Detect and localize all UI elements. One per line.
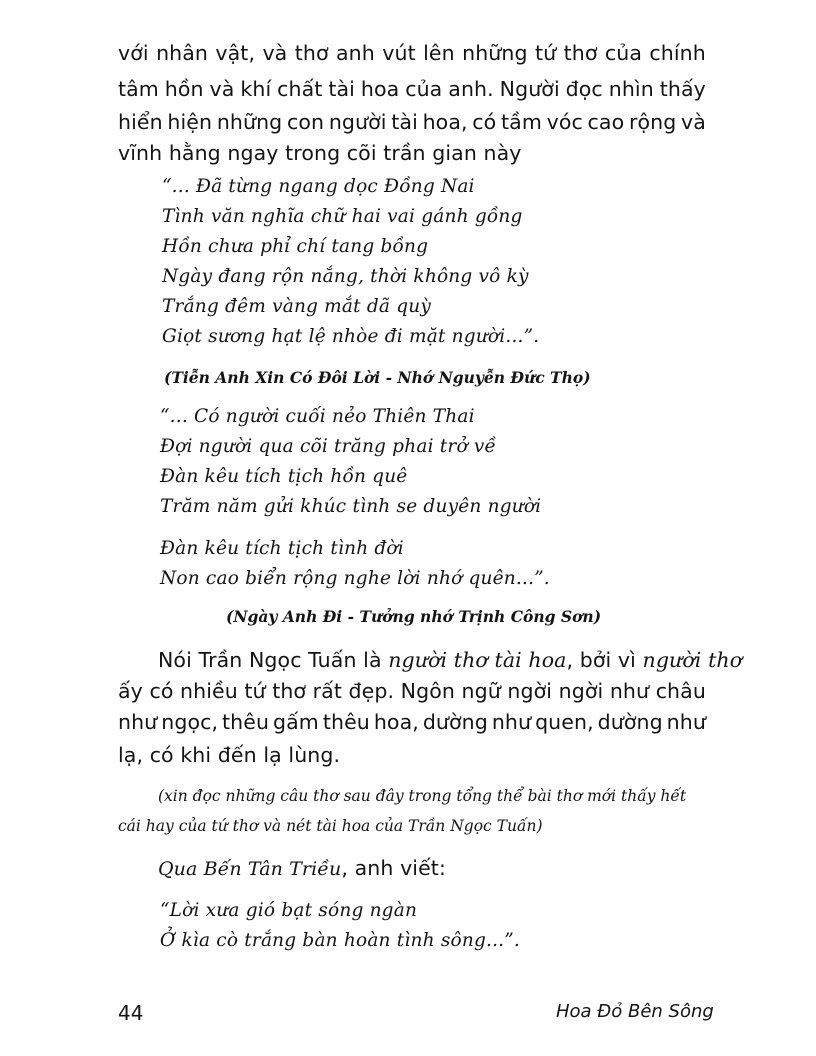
word: hoa <box>360 77 400 101</box>
reading-note-line-1: (xin đọc những câu thơ sau đây trong tổng thể bài thơ mới thấy hết <box>158 787 687 805</box>
paragraph-2-line-2 <box>118 676 706 706</box>
word: của <box>405 77 443 101</box>
poem-2-line: Trăm năm gửi khúc tình se duyên người <box>160 496 542 517</box>
word: vút <box>382 41 416 65</box>
italic-phrase: Qua Bến Tân Triều <box>158 858 342 880</box>
word: lên <box>423 41 455 65</box>
word: khí <box>240 77 272 101</box>
word: ngời <box>507 679 553 703</box>
word: cao <box>587 110 625 134</box>
word: tài <box>328 77 355 101</box>
paragraph-2-line-1 <box>158 645 743 675</box>
word: tài <box>391 110 418 134</box>
word: thơ <box>563 41 598 65</box>
word: tứ <box>244 679 266 703</box>
word: với <box>118 41 149 65</box>
paragraph-2-line-3 <box>118 707 706 737</box>
poem-2-line: “... Có người cuối nẻo Thiên Thai <box>160 406 475 427</box>
word: và <box>681 110 706 134</box>
word: và <box>209 77 235 101</box>
word: rất <box>312 679 342 703</box>
word: nhìn <box>608 77 654 101</box>
word: con <box>287 110 325 134</box>
word: dường <box>422 710 488 734</box>
word: chất <box>277 77 323 101</box>
word: như <box>609 679 650 703</box>
word: thêu <box>222 710 270 734</box>
poem-1-line: Ngày đang rộn nắng, thời không vô kỳ <box>162 266 529 287</box>
word: tứ <box>535 41 557 65</box>
plain-text: , anh viết: <box>341 856 446 880</box>
poem-2-line: Đàn kêu tích tịch hồn quê <box>160 466 408 487</box>
word: anh. <box>448 77 494 101</box>
plain-text: Nói Trần Ngọc Tuấn là <box>158 648 389 672</box>
word: hoa, <box>373 710 419 734</box>
poem-1-line: “... Đã từng ngang dọc Đồng Nai <box>162 176 475 197</box>
word: ngọc, <box>161 710 219 734</box>
word: đẹp. <box>348 679 395 703</box>
running-book-title: Hoa Đỏ Bên Sông <box>556 1001 714 1022</box>
word: nhân <box>156 41 209 65</box>
word: đọc <box>565 77 603 101</box>
word: hiện <box>167 110 213 134</box>
word: những <box>216 110 283 134</box>
word: rộng <box>628 110 677 134</box>
word: ấy <box>118 679 143 703</box>
paragraph-1-line-1 <box>118 38 706 68</box>
poem-3-line: “Lời xưa gió bạt sóng ngàn <box>160 900 418 921</box>
poem-2-line: Đàn kêu tích tịch tình đời <box>160 538 404 559</box>
word: Người <box>499 77 560 101</box>
word: anh <box>336 41 375 65</box>
word: và <box>262 41 288 65</box>
poem-2-line: Non cao biển rộng nghe lời nhớ quên...”. <box>160 568 550 589</box>
paragraph-2-line-4: lạ, có khi đến lạ lùng. <box>118 743 341 767</box>
word: những <box>462 41 528 65</box>
poem-1-attribution: (Tiễn Anh Xin Có Đôi Lời - Nhớ Nguyễn Đức Thọ) <box>164 368 591 387</box>
italic-phrase: người thơ <box>642 648 743 672</box>
word: hồn <box>164 77 204 101</box>
italic-phrase: người thơ tài hoa <box>388 648 567 672</box>
word: thêu <box>322 710 370 734</box>
word: châu <box>655 679 706 703</box>
poem-1-line: Giọt sương hạt lệ nhòe đi mặt người...”. <box>162 326 540 347</box>
word: gấm <box>273 710 319 734</box>
word: tầm <box>501 110 542 134</box>
reading-note-line-2: cái hay của tứ thơ và nét tài hoa của Trần Ngọc Tuấn) <box>118 817 543 835</box>
word: quen, <box>535 710 594 734</box>
poem-2-line: Đợi người qua cõi trăng phai trở về <box>160 436 497 457</box>
word: thơ <box>272 679 307 703</box>
word: vóc <box>546 110 583 134</box>
word: dường <box>597 710 663 734</box>
poem-1-line: Trắng đêm vàng mắt dã quỳ <box>162 296 432 317</box>
paragraph-1-line-3 <box>118 107 706 137</box>
plain-text: , bởi vì <box>566 648 643 672</box>
word: Ngôn <box>400 679 455 703</box>
word: ngời <box>558 679 604 703</box>
word: người <box>328 110 387 134</box>
word: của <box>604 41 643 65</box>
word: nhiều <box>180 679 238 703</box>
page-number: 44 <box>118 1001 144 1025</box>
word: tâm <box>118 77 159 101</box>
word: có <box>149 679 174 703</box>
poem-2-attribution: (Ngày Anh Đi - Tưởng nhớ Trịnh Công Sơn) <box>226 607 602 626</box>
poem-1-line: Tình văn nghĩa chữ hai vai gánh gồng <box>162 206 523 227</box>
poem-1-line: Hồn chưa phỉ chí tang bồng <box>162 236 429 257</box>
word: ngữ <box>461 679 501 703</box>
word: vật, <box>215 41 256 65</box>
word: như <box>666 710 706 734</box>
word: hoa, <box>422 110 468 134</box>
paragraph-1-line-2 <box>118 74 706 104</box>
word: như <box>118 710 158 734</box>
word: hiển <box>118 110 163 134</box>
word: thấy <box>659 77 706 101</box>
word: chính <box>649 41 706 65</box>
word: như <box>491 710 532 734</box>
paragraph-1-line-4: vĩnh hằng ngay trong cõi trần gian này <box>118 141 522 165</box>
word: thơ <box>294 41 329 65</box>
paragraph-2-line-1-text <box>158 645 742 675</box>
paragraph-3 <box>158 853 446 884</box>
poem-3-line: Ở kìa cò trắng bàn hoàn tình sông...”. <box>160 930 520 951</box>
word: có <box>472 110 497 134</box>
